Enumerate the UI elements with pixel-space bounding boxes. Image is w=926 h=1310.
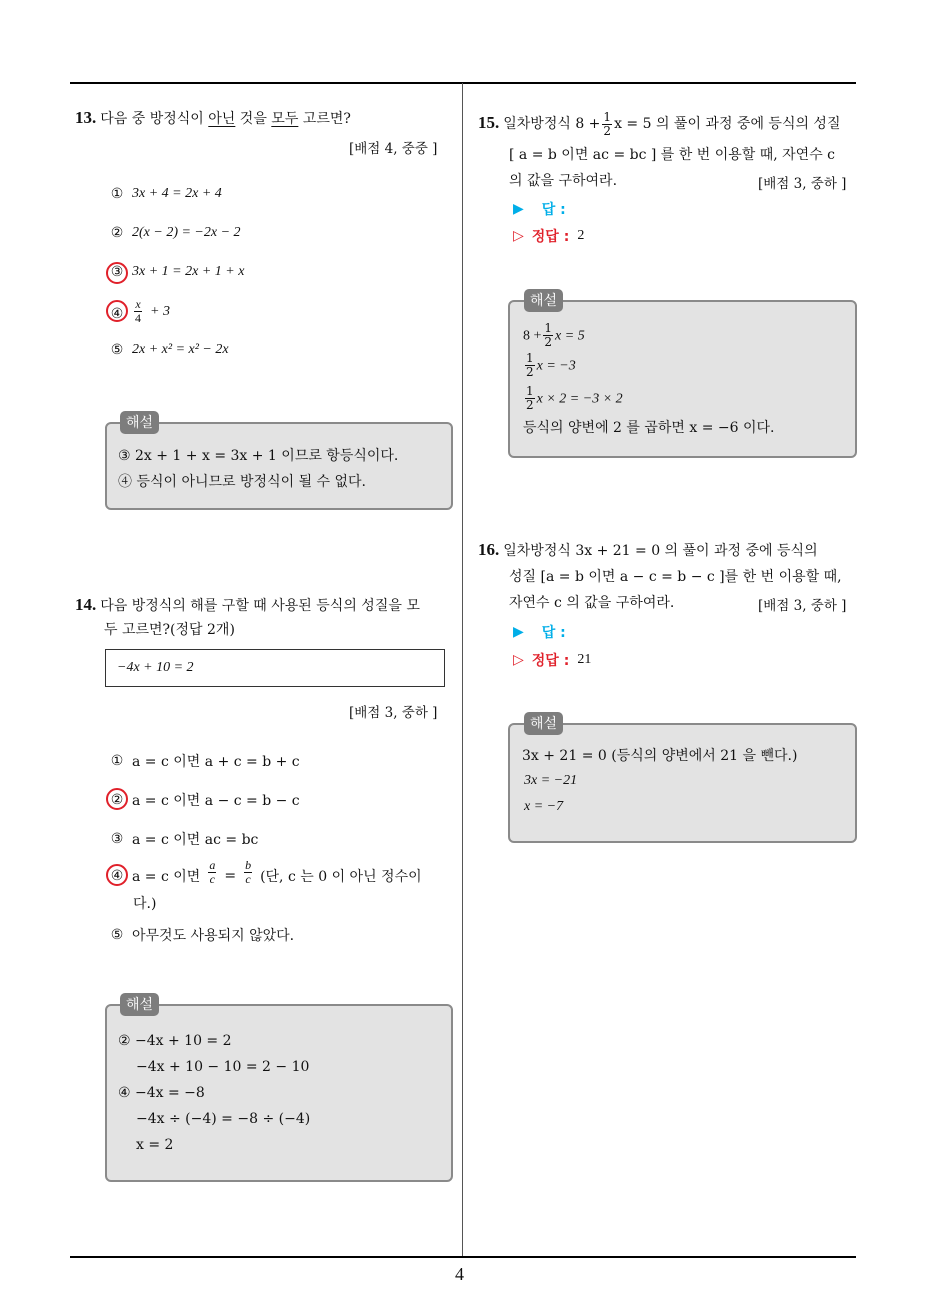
hollow-triangle-icon: ▷ xyxy=(513,228,524,244)
question-13: 13. 다음 중 방정식이 아닌 것을 모두 고르면? xyxy=(75,108,351,127)
column-divider xyxy=(462,83,463,1258)
bottom-rule xyxy=(70,1256,856,1258)
question-number: 13. xyxy=(75,108,97,127)
play-icon: ▶ xyxy=(513,201,524,217)
question-number: 14. xyxy=(75,595,97,614)
correct-answer-row: ▷ 정답 : 21 xyxy=(513,652,592,669)
question-15-line2: [ a = b 이면 ac = bc ] 를 한 번 이용할 때, 자연수 c xyxy=(509,147,836,163)
solution-line: ④ −4x = −8 xyxy=(118,1085,205,1101)
solution-line: x = −7 xyxy=(524,799,564,814)
choice-5[interactable]: ⑤ 아무것도 사용되지 않았다. xyxy=(110,927,295,944)
choice-1[interactable]: ① a = c 이면 a + c = b + c xyxy=(110,753,300,770)
solution-tag: 해설 xyxy=(120,411,159,434)
solution-line: ④ 등식이 아니므로 방정식이 될 수 없다. xyxy=(118,474,367,490)
given-equation: −4x + 10 = 2 xyxy=(117,660,194,675)
choice-4[interactable]: ④ $\frac{x}{4}$ + 3 xyxy=(110,297,170,325)
hollow-triangle-icon: ▷ xyxy=(513,652,524,668)
answer-row[interactable]: ▶ 답 : xyxy=(513,201,566,218)
play-icon: ▶ xyxy=(513,624,524,640)
solution-line: $\frac{1}{2}$ x × 2 = −3 × 2 xyxy=(526,384,623,412)
solution-line: −4x ÷ (−4) = −8 ÷ (−4) xyxy=(136,1111,311,1127)
question-15: 15. 일차방정식 8 + $\frac{1}{2}$ x = 5 의 풀이 과정 중에 등식의 성질 xyxy=(478,109,841,138)
choice-5[interactable]: ⑤ 2x + x² = x² − 2x xyxy=(110,342,229,358)
answer-row[interactable]: ▶ 답 : xyxy=(513,624,566,641)
score-meta: [배점 3, 중하 ] xyxy=(758,176,847,192)
solution-line: ② −4x + 10 = 2 xyxy=(118,1033,232,1049)
solution-tag: 해설 xyxy=(524,289,563,312)
solution-line: $\frac{1}{2}$ x = −3 xyxy=(526,351,576,379)
question-14-line2: 두 고르면?(정답 2개) xyxy=(104,622,235,638)
solution-box xyxy=(105,422,453,510)
score-meta: [배점 3, 중하 ] xyxy=(349,705,438,721)
choice-2[interactable]: ② a = c 이면 a − c = b − c xyxy=(110,792,300,809)
solution-line: 등식의 양변에 2 를 곱하면 x = −6 이다. xyxy=(523,420,775,436)
solution-line: x = 2 xyxy=(136,1137,174,1153)
solution-line: ③ 2x + 1 + x = 3x + 1 이므로 항등식이다. xyxy=(118,448,399,464)
choice-4-continued: 다.) xyxy=(133,896,157,912)
question-16-line2: 성질 [a = b 이면 a − c = b − c ]를 한 번 이용할 때, xyxy=(509,569,842,585)
choice-4[interactable]: ④ a = c 이면 $\frac{a}{c}$ = $\frac{b}{c}$ (단, c 는 0 이 아닌 정수이 xyxy=(110,857,422,886)
solution-tag: 해설 xyxy=(524,712,563,735)
solution-line: −4x + 10 − 10 = 2 − 10 xyxy=(136,1059,310,1075)
solution-line: 3x + 21 = 0 (등식의 양변에서 21 을 뺀다.) xyxy=(522,748,798,764)
question-number: 16. xyxy=(478,540,500,559)
solution-line: 3x = −21 xyxy=(524,773,578,788)
question-15-line3: 의 값을 구하여라. xyxy=(509,173,618,189)
question-16: 16. 일차방정식 3x + 21 = 0 의 풀이 과정 중에 등식의 xyxy=(478,540,818,559)
top-rule xyxy=(70,82,856,84)
question-number: 15. xyxy=(478,113,500,132)
correct-answer-row: ▷ 정답 : 2 xyxy=(513,228,585,245)
choice-2[interactable]: ② 2(x − 2) = −2x − 2 xyxy=(110,225,241,241)
question-14: 14. 다음 방정식의 해를 구할 때 사용된 등식의 성질을 모 xyxy=(75,595,420,614)
score-meta: [배점 4, 중중 ] xyxy=(349,141,438,157)
solution-tag: 해설 xyxy=(120,993,159,1016)
page-number: 4 xyxy=(455,1264,464,1284)
choice-1[interactable]: ① 3x + 4 = 2x + 4 xyxy=(110,186,222,202)
score-meta: [배점 3, 중하 ] xyxy=(758,598,847,614)
choice-3[interactable]: ③ 3x + 1 = 2x + 1 + x xyxy=(110,264,245,280)
question-16-line3: 자연수 c 의 값을 구하여라. xyxy=(509,595,675,611)
choice-3[interactable]: ③ a = c 이면 ac = bc xyxy=(110,831,259,848)
solution-line: 8 + $\frac{1}{2}$ x = 5 xyxy=(523,321,585,349)
